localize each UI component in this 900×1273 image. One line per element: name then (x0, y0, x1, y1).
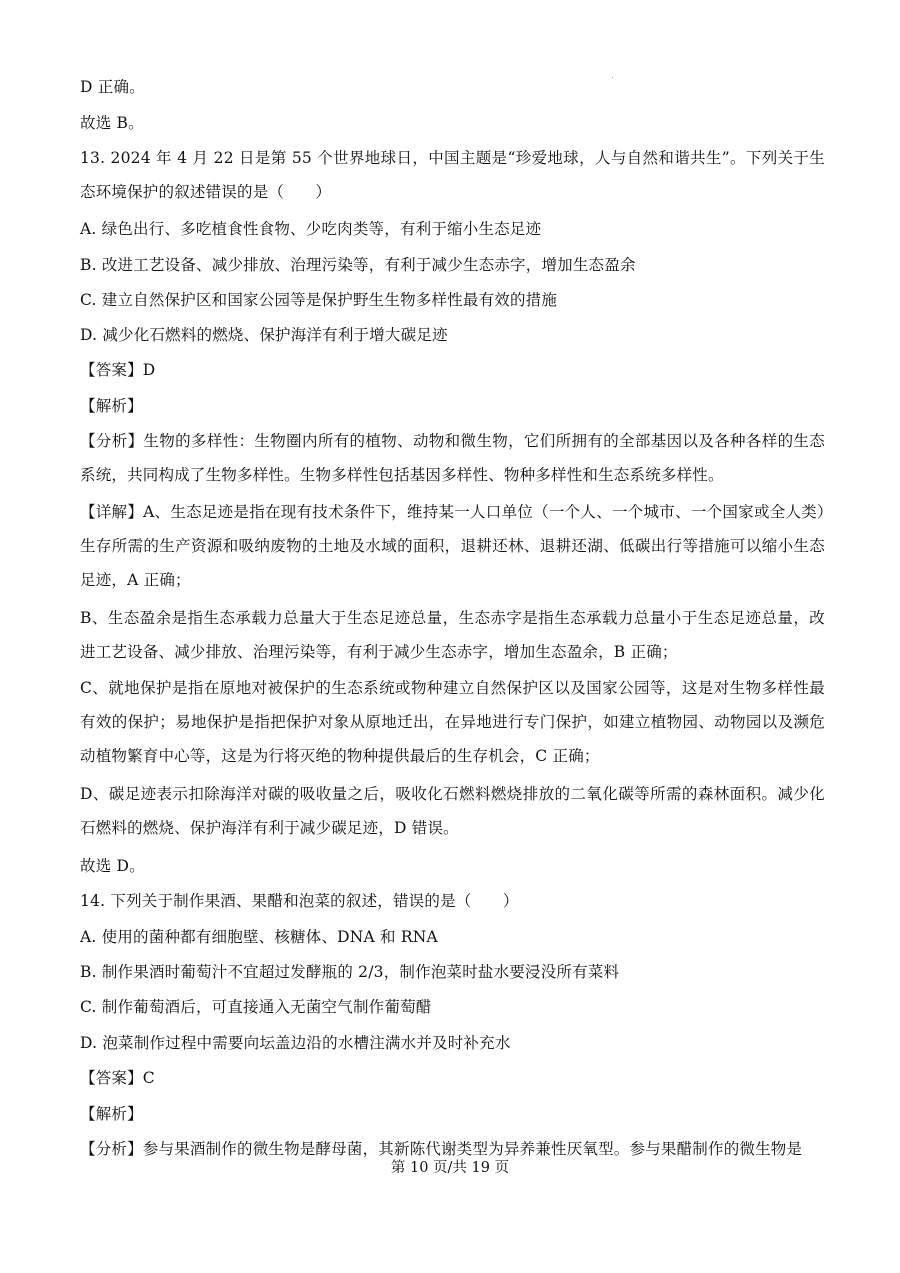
question-13-detail-d: D、碳足迹表示扣除海洋对碳的吸收量之后，吸收化石燃料燃烧排放的二氧化碳等所需的森林面积。减少化石燃料的燃烧、保护海洋有利于减少碳足迹，D 错误。 (80, 785, 825, 837)
question-14-option-b: B. 制作果酒时葡萄汁不宜超过发酵瓶的 2/3，制作泡菜时盐水要浸没所有菜料 (80, 963, 620, 981)
question-13-jiexi-label: 【解析】 (80, 397, 143, 415)
question-13-option-d: D. 减少化石燃料的燃烧、保护海洋有利于增大碳足迹 (80, 326, 448, 344)
question-13-answer: 【答案】D (80, 361, 156, 379)
question-13-select: 故选 D。 (80, 857, 145, 875)
question-13-detail-a: 【详解】A、生态足迹是指在现有技术条件下，维持某一人口单位（一个人、一个城市、一个国家或全人类）生存所需的生产资源和吸纳废物的土地及水域的面积，退耕还林、退耕还湖、低碳出行等措施可以缩小生态足迹，A 正确； (80, 503, 825, 589)
question-13-option-b: B. 改进工艺设备、减少排放、治理污染等，有利于减少生态赤字，增加生态盈余 (80, 256, 636, 274)
text-line: 故选 B。 (80, 114, 144, 132)
question-13-detail-b: B、生态盈余是指生态承载力总量大于生态足迹总量，生态赤字是指生态承载力总量小于生态足迹总量，改进工艺设备、减少排放、治理污染等，有利于减少生态赤字，增加生态盈余，B 正确； (80, 609, 825, 661)
question-13-option-a: A. 绿色出行、多吃植食性食物、少吃肉类等，有利于缩小生态足迹 (80, 220, 542, 238)
question-13-stem: 13. 2024 年 4 月 22 日是第 55 个世界地球日，中国主题是“珍爱地球，人与自然和谐共生”。下列关于生态环境保护的叙述错误的是（ ） (80, 149, 825, 201)
question-14-analysis: 【分析】参与果酒制作的微生物是酵母菌，其新陈代谢类型为异养兼性厌氧型。参与果醋制作的微生物是 (80, 1140, 803, 1158)
question-14-option-c: C. 制作葡萄酒后，可直接通入无菌空气制作葡萄醋 (80, 998, 432, 1016)
question-13-analysis: 【分析】生物的多样性：生物圈内所有的植物、动物和微生物，它们所拥有的全部基因以及各种各样的生态系统，共同构成了生物多样性。生物多样性包括基因多样性、物种多样性和生态系统多样性。 (80, 432, 825, 484)
question-14-option-a: A. 使用的菌种都有细胞壁、核糖体、DNA 和 RNA (80, 928, 438, 946)
text-line: D 正确。 (80, 78, 145, 96)
question-14-jiexi-label: 【解析】 (80, 1105, 143, 1123)
question-13-option-c: C. 建立自然保护区和国家公园等是保护野生生物多样性最有效的措施 (80, 291, 558, 309)
page-footer: 第 10 页/共 19 页 (390, 1160, 510, 1176)
question-13-detail-c: C、就地保护是指在原地对被保护的生态系统或物种建立自然保护区以及国家公园等，这是对生物多样性最有效的保护；易地保护是指把保护对象从原地迁出，在异地进行专门保护，如建立植物园、动物园以及濒危动植物繁育中心等，这是为行将灭绝的物种提供最后的生存机会，C 正确； (80, 679, 825, 765)
question-14-answer: 【答案】C (80, 1069, 155, 1087)
question-14-option-d: D. 泡菜制作过程中需要向坛盖边沿的水槽注满水并及时补充水 (80, 1034, 511, 1052)
question-14-stem: 14. 下列关于制作果酒、果醋和泡菜的叙述，错误的是（ ） (80, 892, 519, 910)
